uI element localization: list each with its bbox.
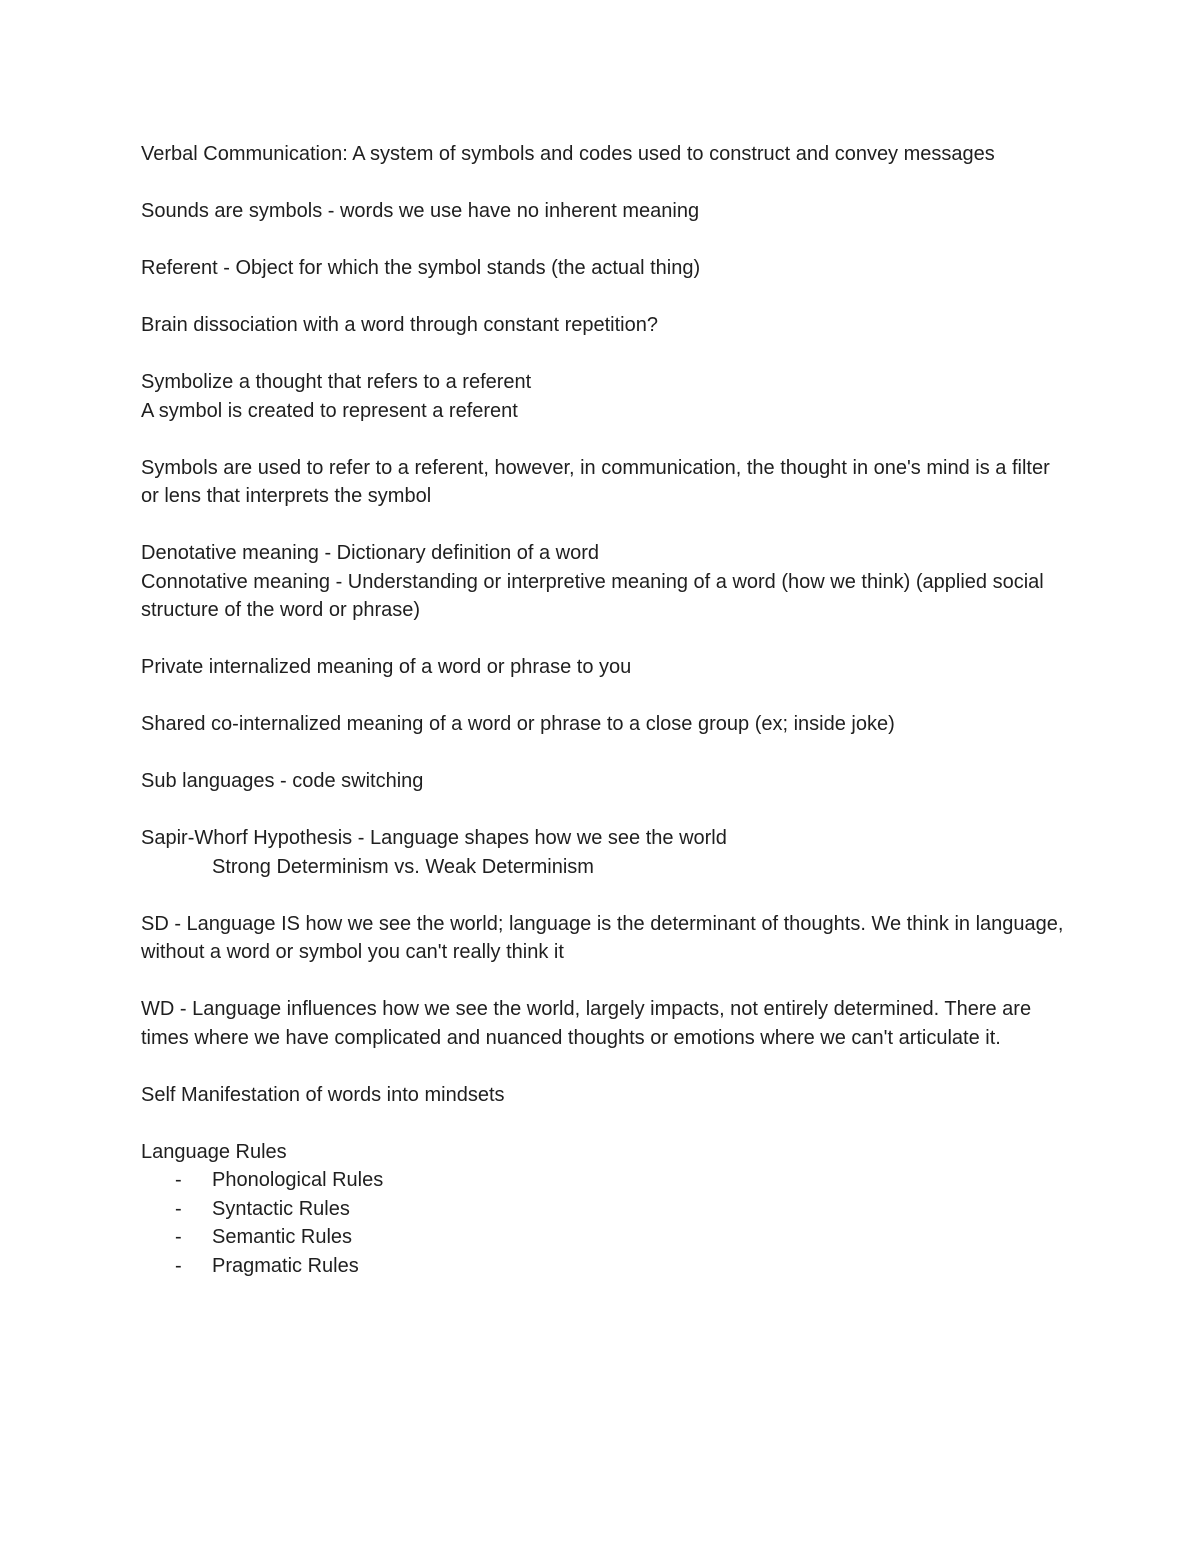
paragraph-text: Shared co-internalized meaning of a word or phrase to a close group (ex; inside joke) [141, 713, 895, 735]
paragraph-text: Symbolize a thought that refers to a referent [141, 371, 532, 393]
list-dash: - [175, 1226, 182, 1248]
paragraph-sounds-are-symbols [141, 197, 1071, 226]
paragraph-text: Sub languages - code switching [141, 770, 424, 792]
list-dash: - [175, 1169, 182, 1191]
paragraph-symbolize-thought [141, 368, 1071, 425]
list-dash: - [175, 1254, 182, 1277]
paragraph-text: Referent - Object for which the symbol stands (the actual thing) [141, 257, 701, 279]
list-dash: - [175, 1197, 182, 1220]
paragraph-text: Denotative meaning - Dictionary definition of a word [141, 542, 600, 564]
paragraph-text: SD - Language IS how we see the world; language is the determinant of thoughts. We think in language, without a word or symbol you can't really think it [141, 912, 1064, 963]
paragraph-denotative-connotative [141, 539, 1071, 625]
paragraph-text-indented: Strong Determinism vs. Weak Determinism [212, 855, 594, 878]
paragraph-text: A symbol is created to represent a referent [141, 399, 518, 422]
paragraph-private-meaning [141, 653, 1071, 682]
list-item [141, 1252, 1071, 1281]
paragraph-text: Connotative meaning - Understanding or interpretive meaning of a word (how we think) (applied social structure of the word or phrase) [141, 570, 1044, 621]
paragraph-text: Verbal Communication: A system of symbols and codes used to construct and convey messages [141, 143, 995, 165]
paragraph-text: WD - Language influences how we see the world, largely impacts, not entirely determined. There are times where we have complicated and nuanced thoughts or emotions where we can't articulate it. [141, 998, 1032, 1049]
list-item [141, 1223, 1071, 1252]
paragraph-verbal-communication [141, 140, 1071, 169]
list-item-text: Phonological Rules [212, 1169, 384, 1191]
paragraph-text: Sapir-Whorf Hypothesis - Language shapes how we see the world [141, 827, 727, 849]
paragraph-referent [141, 254, 1071, 283]
paragraph-symbols-filter [141, 454, 1071, 511]
list-item [141, 1195, 1071, 1224]
paragraph-brain-dissociation [141, 311, 1071, 340]
list-item [141, 1166, 1071, 1195]
section-language-rules [141, 1138, 1071, 1281]
list-item-text: Syntactic Rules [212, 1197, 350, 1220]
paragraph-sapir-whorf [141, 824, 1071, 881]
paragraph-weak-determinism [141, 995, 1071, 1052]
paragraph-text: Symbols are used to refer to a referent, however, in communication, the thought in one's mind is a filter or lens that interprets the symbol [141, 456, 1050, 507]
paragraph-text: Self Manifestation of words into mindsets [141, 1083, 505, 1106]
section-heading: Language Rules [141, 1140, 287, 1163]
paragraph-self-manifestation [141, 1081, 1071, 1110]
list-item-text: Semantic Rules [212, 1226, 353, 1248]
paragraph-text: Sounds are symbols - words we use have no inherent meaning [141, 200, 700, 222]
list-item-text: Pragmatic Rules [212, 1254, 359, 1277]
paragraph-shared-meaning [141, 710, 1071, 739]
document-body [141, 140, 1071, 1280]
paragraph-text: Brain dissociation with a word through constant repetition? [141, 314, 658, 336]
paragraph-sub-languages [141, 767, 1071, 796]
rules-list [141, 1166, 1071, 1280]
paragraph-strong-determinism [141, 910, 1071, 967]
paragraph-text: Private internalized meaning of a word or phrase to you [141, 656, 632, 678]
